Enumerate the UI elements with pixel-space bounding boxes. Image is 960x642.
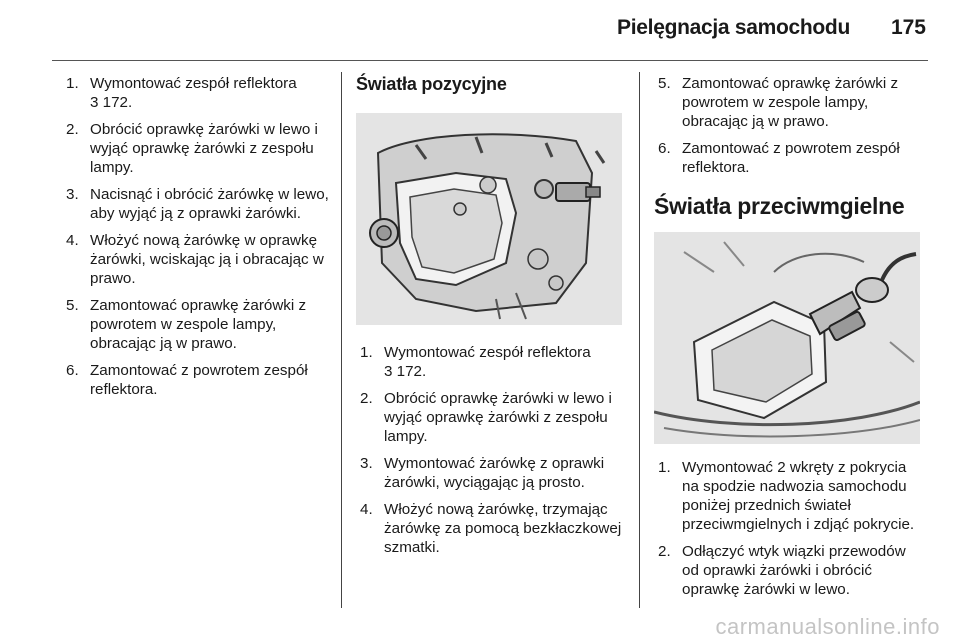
column-1 <box>62 74 334 407</box>
page-reference: 3 172. <box>90 94 133 111</box>
list-item: 4. Włożyć nową żarówkę, trzymając żarówkę za pomocą bezkłaczkowej szmatki. <box>360 501 622 556</box>
list-item: 5. Zamontować oprawkę żarówki z powrotem w zespole lampy, obracając ją w prawo. <box>66 297 307 352</box>
section-heading-fog-lights: Światła przeciwmgielne <box>654 193 905 219</box>
list-item: 5. Zamontować oprawkę żarówki z powrotem w zespole lampy, obracając ją w prawo. <box>658 75 899 130</box>
page-reference: 3 172. <box>384 363 427 380</box>
instruction-list <box>356 343 626 557</box>
list-item: 3. Wymontować żarówkę z oprawki żarówki, wyciągając ją prosto. <box>360 455 605 491</box>
fog-lamp-image <box>654 232 920 444</box>
fog-light-illustration <box>654 232 920 444</box>
list-item: 6. Zamontować z powrotem zespół reflektora. <box>658 140 900 176</box>
column-2 <box>356 74 626 565</box>
watermark: carmanualsonline.info <box>715 614 940 639</box>
column-3 <box>654 74 926 607</box>
list-item: 1. Wymontować 2 wkręty z pokrycia na spodzie nadwozia samochodu poniżej przednich świateł przeciwmgielnych i zdjąć pokrycie. <box>658 459 915 533</box>
list-item: 1. Wymontować zespół reflektora 3 172. <box>360 344 591 380</box>
list-item: 1. Wymontować zespół reflektora 3 172. <box>66 75 297 111</box>
page-title: Pielęgnacja samochodu <box>617 16 850 39</box>
column-divider-2 <box>639 72 640 608</box>
header-divider <box>52 60 928 61</box>
section-heading-position-lights: Światła pozycyjne <box>356 74 507 94</box>
column-divider-1 <box>341 72 342 608</box>
list-item: 3. Nacisnąć i obrócić żarówkę w lewo, aby wyjąć ją z oprawki żarówki. <box>66 186 329 222</box>
instruction-list <box>654 458 926 599</box>
list-item: 2. Odłączyć wtyk wiązki przewodów od oprawki żarówki i obrócić oprawkę żarówki w lewo. <box>658 543 906 598</box>
list-item: 2. Obrócić oprawkę żarówki w lewo i wyjąć oprawkę żarówki z zespołu lampy. <box>66 121 318 176</box>
list-item: 2. Obrócić oprawkę żarówki w lewo i wyjąć oprawkę żarówki z zespołu lampy. <box>360 390 612 445</box>
headlamp-housing-image <box>356 113 622 325</box>
page-number: 175 <box>890 16 926 39</box>
list-item: 4. Włożyć nową żarówkę w oprawkę żarówki, wciskając ją i obracając w prawo. <box>66 232 324 287</box>
position-light-illustration <box>356 113 622 325</box>
instruction-list <box>654 74 926 177</box>
list-item: 6. Zamontować z powrotem zespół reflektora. <box>66 362 308 398</box>
instruction-list <box>62 74 334 399</box>
page-header <box>0 0 960 58</box>
